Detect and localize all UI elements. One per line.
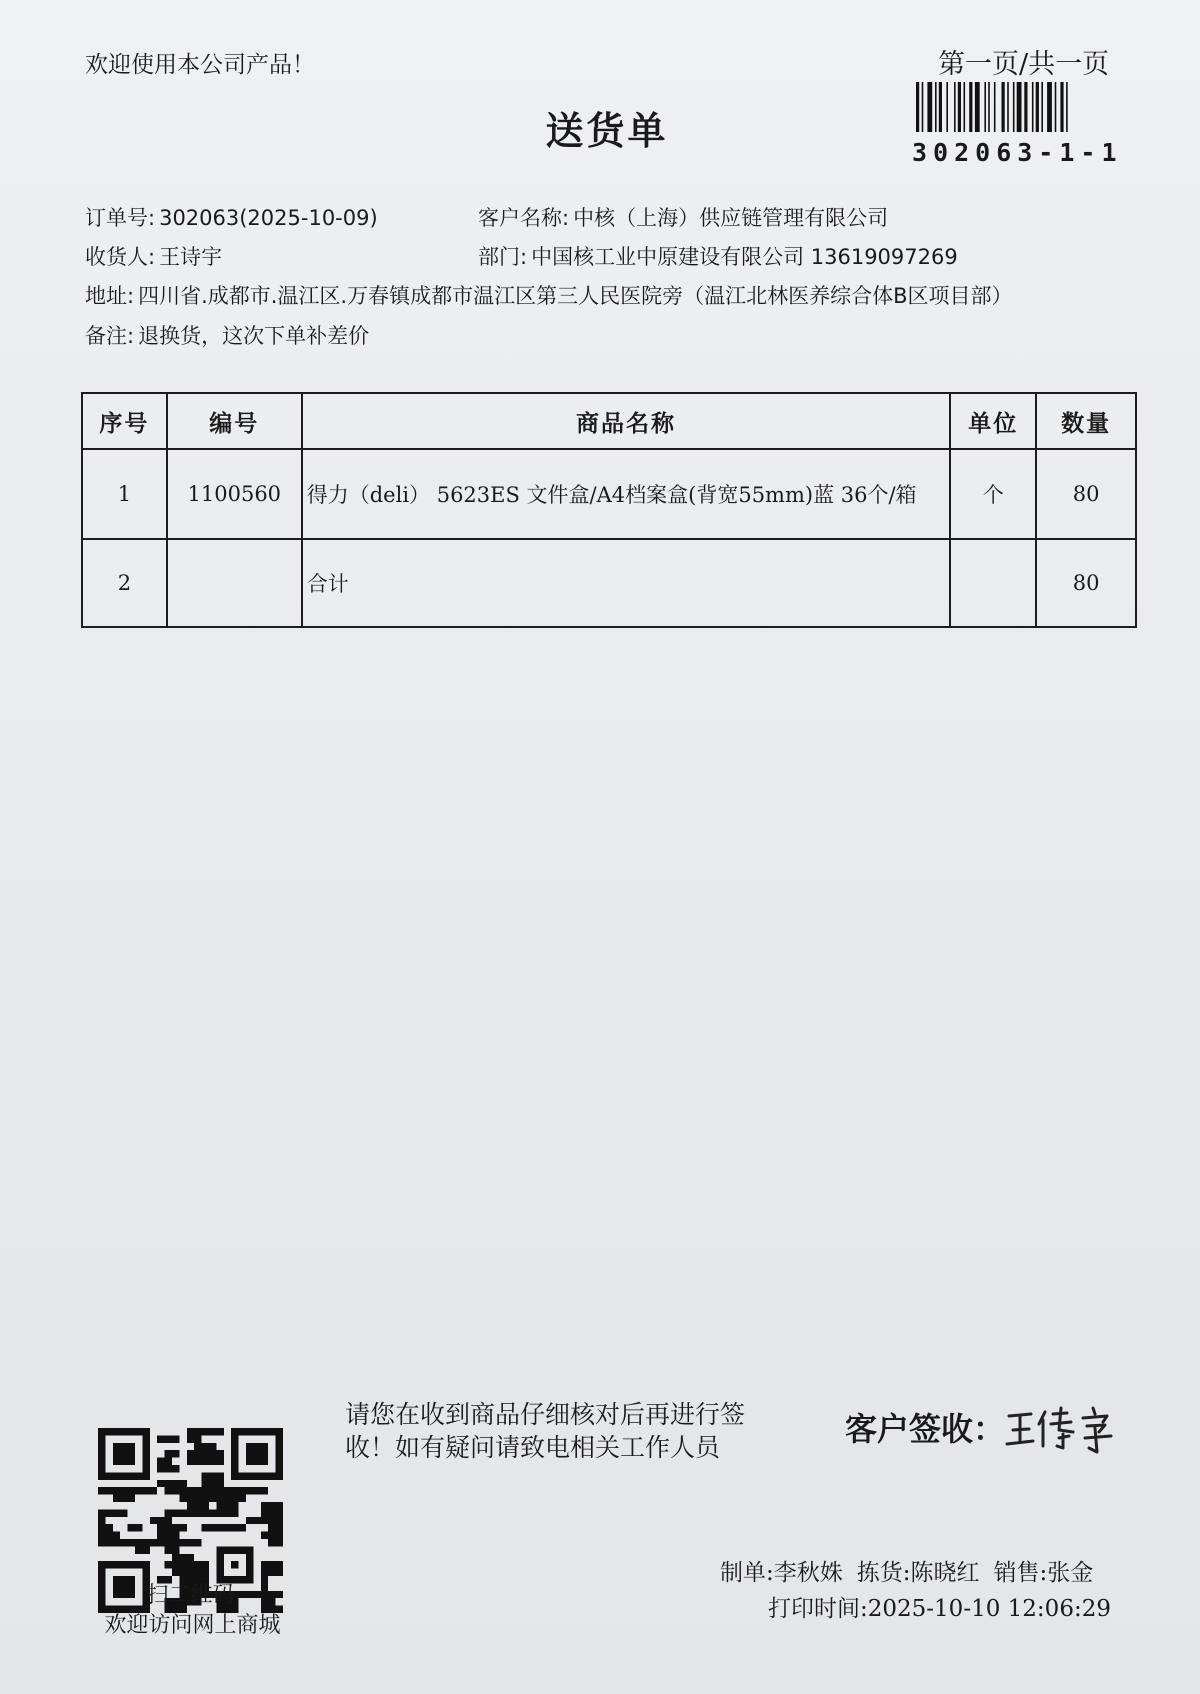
verification-notice: 请您在收到商品仔细核对后再进行签收！如有疑问请致电相关工作人员 xyxy=(345,1400,746,1462)
order-number-field xyxy=(85,202,378,232)
remark-field xyxy=(85,320,369,350)
address-field xyxy=(85,280,1165,310)
order-number-value: 302063(2025-10-09) xyxy=(159,206,378,230)
table-header-row xyxy=(82,393,1136,449)
cell-product-name: 得力（deli） 5623ES 文件盒/A4档案盒(背宽55mm)蓝 36个/箱 xyxy=(302,449,951,539)
barcode-image xyxy=(916,82,1124,132)
department-label: 部门: xyxy=(478,245,528,269)
qr-caption-scan: 扫二维码 xyxy=(146,1583,235,1608)
header-seq: 序号 xyxy=(82,393,167,449)
cell-total-quantity: 80 xyxy=(1036,539,1136,627)
barcode-number: 302063-1-1 xyxy=(912,138,1123,167)
staff-line xyxy=(720,1554,1140,1587)
remark-value: 退换货，这次下单补差价 xyxy=(138,324,370,348)
cell-quantity: 80 xyxy=(1036,449,1136,539)
order-number-label: 订单号: xyxy=(85,206,156,230)
cell-unit xyxy=(950,539,1036,627)
items-table xyxy=(81,392,1137,628)
table-row-total xyxy=(82,539,1136,627)
customer-signature-label: 客户签收： xyxy=(845,1410,1006,1448)
cell-code xyxy=(167,539,302,627)
department-field xyxy=(478,241,958,271)
address-value: 四川省.成都市.温江区.万春镇成都市温江区第三人民医院旁（温江北林医养综合体B区项目部） xyxy=(138,284,1013,308)
department-value: 中国核工业中原建设有限公司 13619097269 xyxy=(531,245,958,269)
customer-name-value: 中核（上海）供应链管理有限公司 xyxy=(573,206,889,230)
header-code: 编号 xyxy=(167,393,302,449)
address-label: 地址: xyxy=(85,284,135,308)
customer-name-field xyxy=(478,202,888,232)
qr-caption-visit: 欢迎访问网上商城 xyxy=(104,1613,281,1638)
receiver-label: 收货人: xyxy=(85,245,156,269)
table-row xyxy=(82,449,1136,539)
receiver-field xyxy=(85,241,222,271)
sales-text: 销售:张金 xyxy=(993,1560,1094,1586)
cell-total-label: 合计 xyxy=(302,539,951,627)
cell-seq: 2 xyxy=(82,539,167,627)
header-unit: 单位 xyxy=(950,393,1036,449)
customer-name-label: 客户名称: xyxy=(478,206,570,230)
cell-code: 1100560 xyxy=(167,449,302,539)
document-title: 送货单 xyxy=(545,108,669,153)
handwritten-signature xyxy=(1003,1398,1128,1458)
picker-text: 拣货:陈晓红 xyxy=(856,1560,980,1586)
page-indicator: 第一页/共一页 xyxy=(938,49,1110,80)
remark-label: 备注: xyxy=(85,324,135,348)
header-quantity: 数量 xyxy=(1036,393,1136,449)
cell-seq: 1 xyxy=(82,449,167,539)
header-product-name: 商品名称 xyxy=(302,393,951,449)
cell-unit: 个 xyxy=(950,449,1036,539)
print-time: 打印时间:2025-10-10 12:06:29 xyxy=(768,1596,1111,1622)
maker-text: 制单:李秋姝 xyxy=(720,1560,843,1586)
welcome-text: 欢迎使用本公司产品！ xyxy=(85,52,315,78)
receiver-value: 王诗宇 xyxy=(159,245,223,269)
